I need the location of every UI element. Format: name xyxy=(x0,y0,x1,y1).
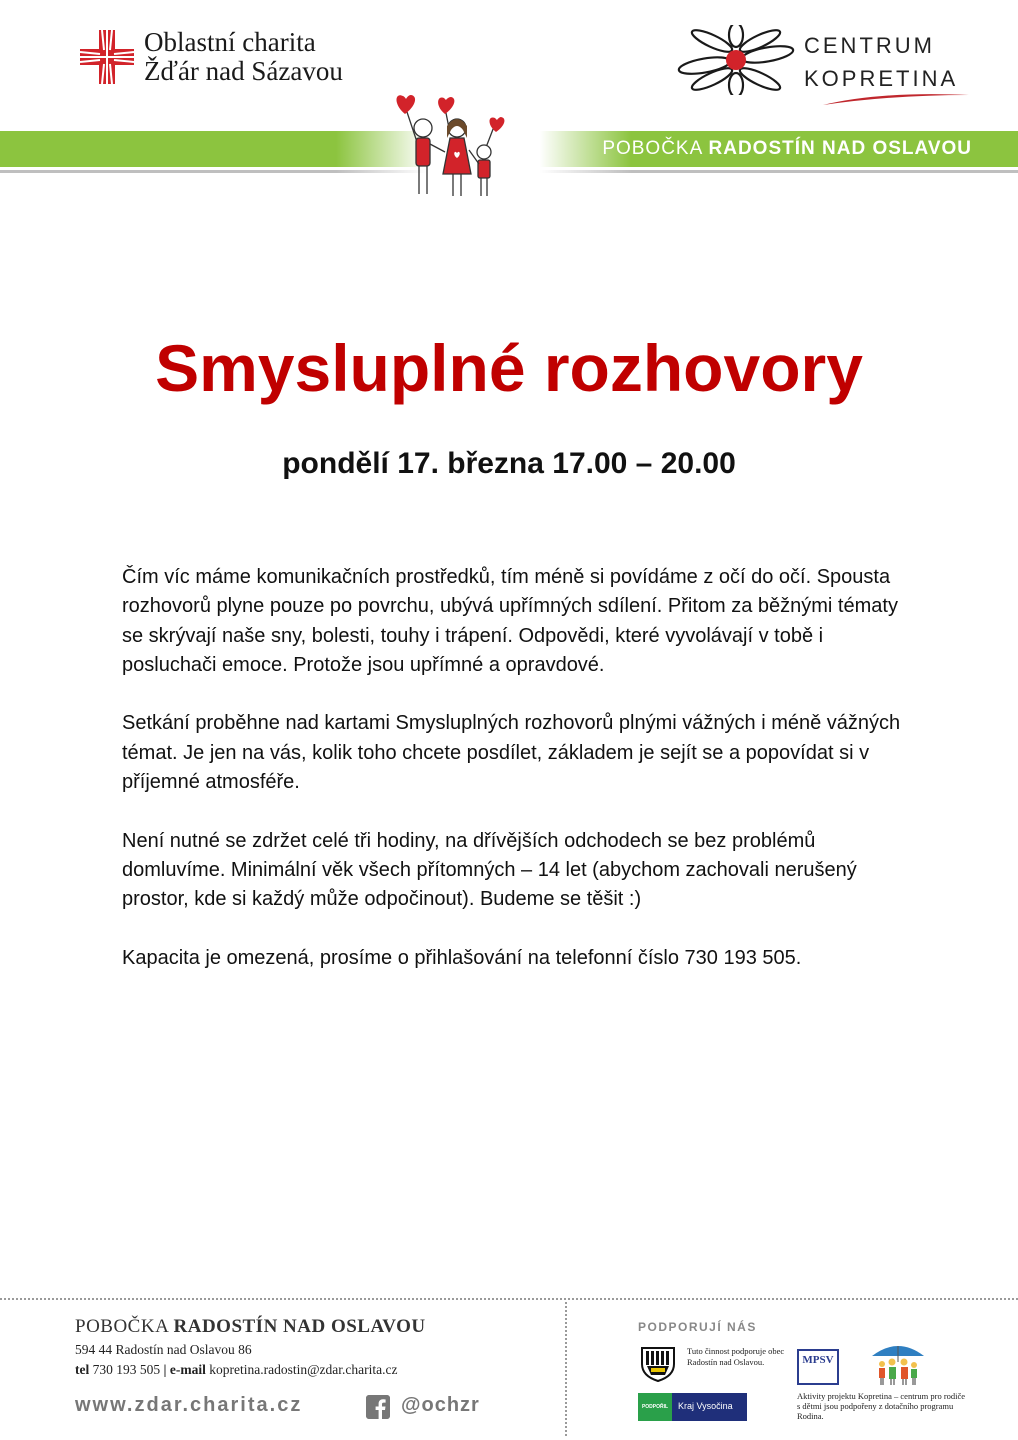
kopretina-name-line2: KOPRETINA xyxy=(804,66,959,91)
support-heading: PODPORUJÍ NÁS xyxy=(638,1320,757,1334)
kraj-name: Kraj Vysočina xyxy=(678,1401,733,1411)
page-title: Smysluplné rozhovory xyxy=(155,331,863,405)
charity-cross-icon xyxy=(80,30,134,84)
daisy-icon xyxy=(676,25,796,95)
footer-contact xyxy=(75,1362,397,1378)
paragraph: Kapacita je omezená, prosíme o přihlašování na telefonní číslo 730 193 505. xyxy=(122,946,802,969)
facebook-icon xyxy=(366,1395,390,1419)
rodina-support-text: Aktivity projektu Kopretina – centrum pro rodiče s dětmi jsou podpořeny z dotačního programu Rodina. xyxy=(797,1391,966,1422)
event-datetime: pondělí 17. března 17.00 – 20.00 xyxy=(282,447,736,480)
charity-name-line2: Žďár nad Sázavou xyxy=(144,56,343,86)
kraj-support-label: PODPOŘIL xyxy=(638,1393,672,1421)
branch-label xyxy=(602,138,972,160)
paragraph: Setkání proběhne nad kartami Smysluplných rozhovorů plnými vážných i méně vážných témat. Je jen na vás, kolik toho chcete posdílet, základem je sejít se a popovídat si v příjemné atmosféře. xyxy=(122,712,901,794)
swoosh-decoration xyxy=(821,89,971,109)
kopretina-name-line1: CENTRUM xyxy=(804,33,935,58)
tel-number: 730 193 505 xyxy=(92,1362,161,1377)
footer-divider xyxy=(0,1298,1018,1300)
event-description xyxy=(122,563,902,1002)
paragraph: Není nutné se zdržet celé tři hodiny, na dřívějších odchodech se bez problémů domluvíme. Minimální věk všech přítomných – 14 let (abychom zachovali nerušený prostor, kde si každý může odpočinout). Budeme se těšit :) xyxy=(122,829,857,911)
family-illustration xyxy=(383,92,513,202)
footer-branch-prefix: POBOČKA xyxy=(75,1316,169,1337)
charity-name xyxy=(144,28,343,86)
rodina-program-logo xyxy=(868,1340,928,1386)
charity-name-line1: Oblastní charita xyxy=(144,27,316,57)
kraj-vysocina-logo xyxy=(638,1393,747,1421)
charity-logo xyxy=(80,28,420,88)
mpsv-logo xyxy=(797,1349,839,1385)
email-address[interactable]: kopretina.radostin@zdar.charita.cz xyxy=(209,1362,398,1377)
kopretina-logo xyxy=(676,25,986,110)
branch-prefix: POBOČKA xyxy=(602,138,703,159)
mpsv-logo-text: MPSV xyxy=(802,1354,834,1366)
obec-support-text: Tuto činnost podporuje obec Radostín nad Oslavou. xyxy=(687,1346,785,1367)
footer-branch xyxy=(75,1316,426,1338)
email-label: e-mail xyxy=(169,1362,206,1377)
kopretina-name xyxy=(804,29,958,95)
obec-coat-of-arms xyxy=(638,1346,678,1382)
paragraph: Čím víc máme komunikačních prostředků, tím méně si povídáme z očí do očí. Spousta rozhovorů plyne pouze po povrchu, ubývá upřímných sdílení. Přitom za běžnými tématy se skrývají naše sny, bolesti, touhy i trápení. Odpovědi, které vyvolávají v tobě i posluchači emoce. Protože jsou upřímné a opravdové. xyxy=(122,566,898,676)
footer-vertical-divider xyxy=(565,1302,567,1436)
website-link[interactable]: www.zdar.charita.cz xyxy=(75,1394,303,1416)
footer-address: 594 44 Radostín nad Oslavou 86 xyxy=(75,1342,252,1357)
contact-separator: | xyxy=(163,1362,167,1377)
social-handle[interactable]: @ochzr xyxy=(401,1394,480,1416)
branch-name: RADOSTÍN NAD OSLAVOU xyxy=(708,138,972,159)
footer-branch-name: RADOSTÍN NAD OSLAVOU xyxy=(173,1316,426,1337)
tel-label: tel xyxy=(75,1362,90,1377)
